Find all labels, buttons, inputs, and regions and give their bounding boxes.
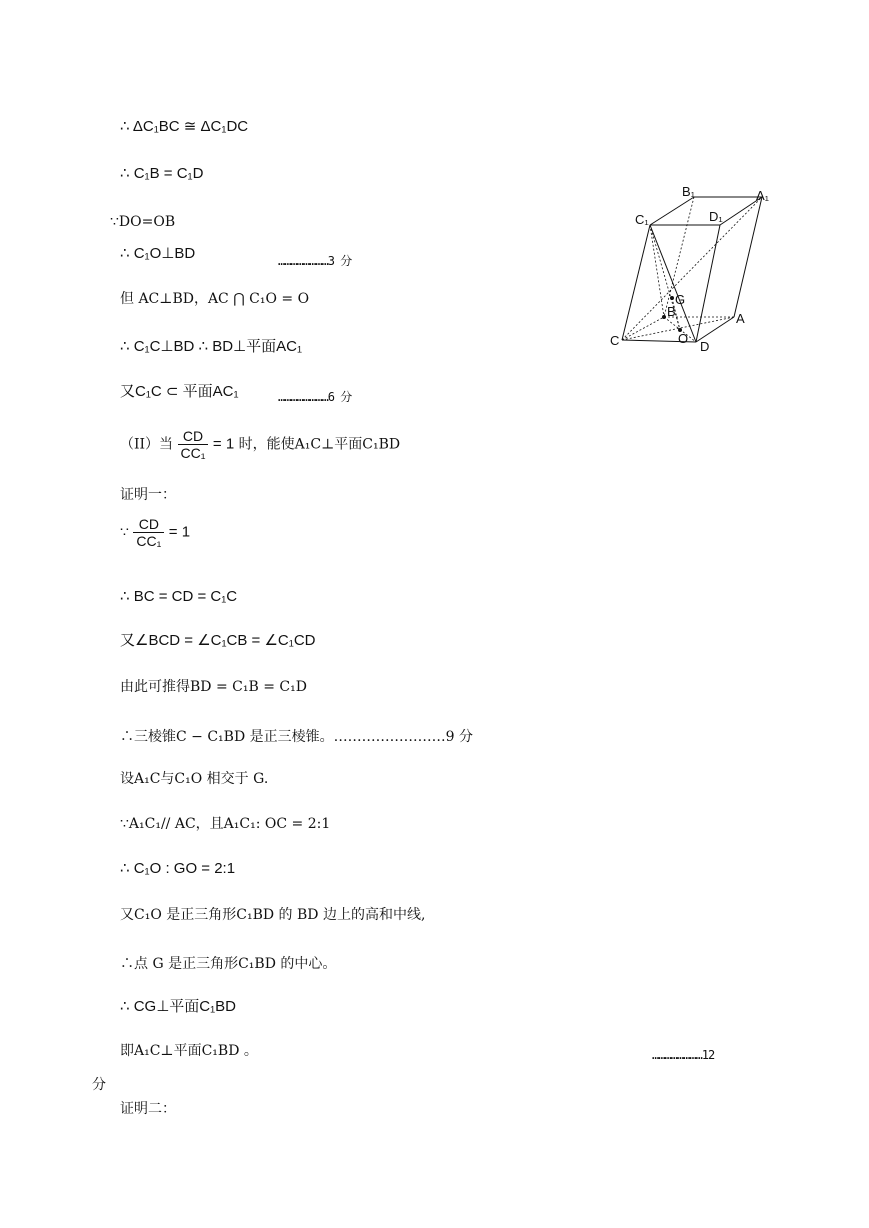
proof-two-heading: 证明二：: [120, 1101, 176, 1117]
proof-line-given-ratio: ∵ $\frac{CD}{\text{CC₁}}$ = 1: [120, 516, 191, 549]
proof-line-center: ∴点 G 是正三角形C₁BD 的中心。: [120, 956, 337, 972]
label-b1: B₁: [682, 184, 696, 199]
proof-line-parallel: ∵A₁C₁// AC，且A₁C₁: OC = 2:1: [120, 816, 331, 832]
score-12: ……………………12: [652, 1048, 715, 1062]
proof-line-bc-cd-c1c: ∴ BC = CD = C₁C: [120, 588, 238, 605]
proof-line-do-equals-ob: ∵DO=OB: [110, 214, 176, 230]
label-o: O: [678, 331, 689, 346]
proof-line-angles: 又∠BCD = ∠C₁CB = ∠C₁CD: [120, 632, 316, 649]
fraction-cd-over-cc1-2: $\frac{CD}{\text{CC₁}}$: [133, 516, 164, 549]
label-c: C: [610, 333, 620, 348]
label-g: G: [675, 292, 686, 307]
proof-line-ac-perp-bd: 但 AC⊥BD，AC ⋂ C₁O = O: [120, 291, 310, 307]
score-3: ……………………3 分: [278, 254, 352, 268]
fraction-cd-over-cc1: $\frac{CD}{\text{CC₁}}$: [178, 428, 209, 461]
parallelepiped-figure: [608, 180, 788, 360]
proof-one-heading: 证明一：: [120, 487, 176, 503]
proof-line-cg-perp: ∴ CG⊥平面C₁BD: [120, 998, 237, 1015]
proof-line-c1b-equals-c1d: ∴ C₁B = C₁D: [120, 165, 204, 182]
label-d: D: [700, 339, 710, 354]
proof-line-regular-pyramid: ∴三棱锥C − C₁BD 是正三棱锥。……………………9 分: [120, 729, 473, 745]
proof-line-congruent: ∴ ΔC₁BC ≅ ΔC₁DC: [120, 118, 249, 135]
label-d1: D₁: [709, 209, 723, 224]
score-12-unit: 分: [92, 1077, 106, 1093]
proof-line-conclusion: 即A₁C⊥平面C₁BD 。: [120, 1043, 258, 1059]
label-c1: C₁: [635, 212, 649, 227]
label-a1: A₁: [756, 188, 770, 203]
score-6: ……………………6 分: [278, 390, 352, 404]
proof-line-intersect-g: 设A₁C与C₁O 相交于 G.: [120, 771, 269, 787]
proof-line-c1c-in-plane: 又C₁C ⊂ 平面AC₁: [120, 383, 239, 400]
label-a: A: [736, 311, 745, 326]
proof-line-height-median: 又C₁O 是正三角形C₁BD 的 BD 边上的高和中线,: [120, 907, 426, 923]
proof-line-bd-perp-plane: ∴ C₁C⊥BD ∴ BD⊥平面AC₁: [120, 338, 303, 355]
proof-line-ratio-go: ∴ C₁O : GO = 2:1: [120, 860, 236, 877]
proof-line-c1o-perp-bd: ∴ C₁O⊥BD: [120, 245, 196, 262]
part-ii-statement: （II）当 $\frac{CD}{\text{CC₁}}$ = 1 时，能使A₁C⊥平面C₁BD: [120, 428, 401, 461]
point-g: [670, 296, 674, 300]
label-b: B: [667, 304, 676, 319]
point-b: [662, 315, 666, 319]
proof-line-derive-bd: 由此可推得BD = C₁B = C₁D: [120, 679, 307, 695]
